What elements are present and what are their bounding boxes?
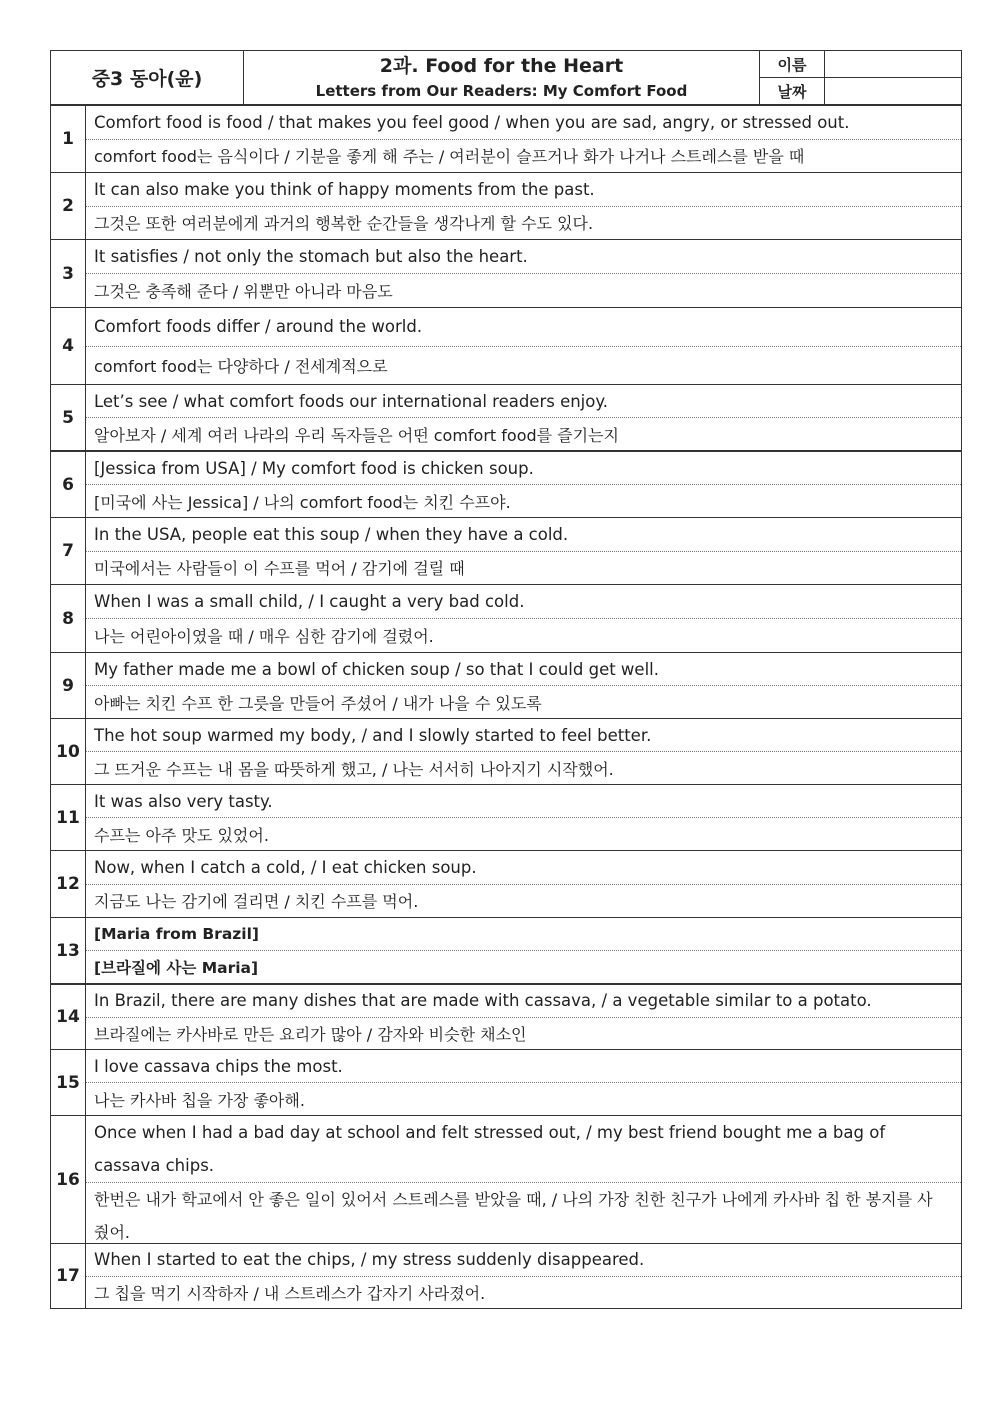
name-field[interactable] bbox=[825, 51, 961, 77]
row-number: 12 bbox=[51, 851, 86, 917]
row-number: 14 bbox=[51, 985, 86, 1049]
sentence-row bbox=[50, 785, 962, 851]
row-number: 10 bbox=[51, 719, 86, 784]
english-sentence: When I started to eat the chips, / my stress suddenly disappeared. bbox=[86, 1244, 961, 1277]
row-number: 16 bbox=[51, 1116, 86, 1243]
korean-translation: 한번은 내가 학교에서 안 좋은 일이 있어서 스트레스를 받았을 때, / 나의 가장 친한 친구가 나에게 카사바 칩 한 봉지를 사 줬어. bbox=[94, 1190, 933, 1242]
korean-translation: comfort food는 음식이다 / 기분을 좋게 해 주는 / 여러분이 슬프거나 화가 나거나 스트레스를 받을 때 bbox=[94, 147, 805, 167]
name-label: 이름 bbox=[760, 51, 825, 77]
korean-translation: 아빠는 치킨 수프 한 그릇을 만들어 주셨어 / 내가 나을 수 있도록 bbox=[94, 693, 542, 713]
korean-translation: 그 칩을 먹기 시작하자 / 내 스트레스가 갑자기 사라졌어. bbox=[94, 1283, 486, 1303]
english-sentence: The hot soup warmed my body, / and I slowly started to feel better. bbox=[86, 719, 961, 752]
korean-translation: 그것은 또한 여러분에게 과거의 행복한 순간들을 생각나게 할 수도 있다. bbox=[94, 214, 594, 234]
class-label: 중3 동아(윤) bbox=[51, 51, 244, 104]
english-sentence: It can also make you think of happy moments from the past. bbox=[86, 173, 961, 207]
row-number: 7 bbox=[51, 518, 86, 584]
row-number: 9 bbox=[51, 653, 86, 718]
english-sentence: It satisfies / not only the stomach but also the heart. bbox=[86, 240, 961, 274]
row-number: 8 bbox=[51, 585, 86, 652]
name-date-block bbox=[760, 51, 961, 104]
row-number: 11 bbox=[51, 785, 86, 850]
lesson-title: 2과. Food for the Heart bbox=[379, 55, 624, 77]
english-sentence: It was also very tasty. bbox=[86, 785, 961, 818]
sentence-row bbox=[50, 585, 962, 653]
sentence-row bbox=[50, 851, 962, 918]
english-sentence: I love cassava chips the most. bbox=[86, 1050, 961, 1083]
row-number: 3 bbox=[51, 240, 86, 307]
sentence-row bbox=[50, 240, 962, 308]
english-sentence: [Maria from Brazil] bbox=[86, 918, 961, 951]
worksheet bbox=[50, 50, 962, 1309]
sentence-row bbox=[50, 518, 962, 585]
sentence-row bbox=[50, 1050, 962, 1116]
english-sentence: [Jessica from USA] / My comfort food is chicken soup. bbox=[86, 452, 961, 485]
korean-translation: [미국에 사는 Jessica] / 나의 comfort food는 치킨 수프야. bbox=[94, 492, 511, 512]
row-number: 5 bbox=[51, 385, 86, 450]
sentence-row bbox=[50, 985, 962, 1050]
sentence-row bbox=[50, 918, 962, 985]
english-sentence: My father made me a bowl of chicken soup / so that I could get well. bbox=[86, 653, 961, 686]
worksheet-header bbox=[50, 50, 962, 106]
row-number: 1 bbox=[51, 106, 86, 172]
sentence-row bbox=[50, 653, 962, 719]
sentence-row bbox=[50, 385, 962, 452]
date-field[interactable] bbox=[825, 78, 961, 104]
english-sentence: In the USA, people eat this soup / when they have a cold. bbox=[86, 518, 961, 552]
korean-translation: 나는 카사바 칩을 가장 좋아해. bbox=[94, 1090, 305, 1110]
korean-translation: 브라질에는 카사바로 만든 요리가 많아 / 감자와 비슷한 채소인 bbox=[94, 1024, 527, 1044]
sentence-row bbox=[50, 719, 962, 785]
korean-translation: 알아보자 / 세계 여러 나라의 우리 독자들은 어떤 comfort food를 즐기는지 bbox=[94, 425, 620, 445]
lesson-title-block bbox=[244, 51, 760, 104]
korean-translation: 미국에서는 사람들이 이 수프를 먹어 / 감기에 걸릴 때 bbox=[94, 559, 465, 579]
sentence-row bbox=[50, 173, 962, 240]
korean-translation: 나는 어린아이였을 때 / 매우 심한 감기에 걸렸어. bbox=[94, 627, 434, 646]
korean-translation: 그것은 충족해 준다 / 위뿐만 아니라 마음도 bbox=[94, 282, 393, 301]
korean-translation: 그 뜨거운 수프는 내 몸을 따뜻하게 했고, / 나는 서서히 나아지기 시작했어. bbox=[94, 759, 614, 779]
row-number: 13 bbox=[51, 918, 86, 983]
korean-translation: 지금도 나는 감기에 걸리면 / 치킨 수프를 먹어. bbox=[94, 892, 419, 912]
sentence-row bbox=[50, 1116, 962, 1244]
sentence-row bbox=[50, 1244, 962, 1309]
english-sentence: When I was a small child, / I caught a very bad cold. bbox=[86, 585, 961, 619]
lesson-subtitle: Letters from Our Readers: My Comfort Food bbox=[315, 82, 688, 100]
sentence-row bbox=[50, 452, 962, 518]
korean-translation: comfort food는 다양하다 / 전세계적으로 bbox=[94, 356, 388, 376]
row-number: 4 bbox=[51, 308, 86, 384]
date-label: 날짜 bbox=[760, 78, 825, 104]
row-number: 17 bbox=[51, 1244, 86, 1308]
english-sentence: Once when I had a bad day at school and felt stressed out, / my best friend bought me a bag of cassava chips. bbox=[86, 1116, 961, 1183]
english-sentence: Comfort foods differ / around the world. bbox=[86, 308, 961, 347]
korean-translation: [브라질에 사는 Maria] bbox=[94, 959, 259, 977]
korean-translation: 수프는 아주 맛도 있었어. bbox=[94, 825, 269, 845]
english-sentence: Comfort food is food / that makes you feel good / when you are sad, angry, or stressed out. bbox=[86, 106, 961, 140]
english-sentence: Let’s see / what comfort foods our international readers enjoy. bbox=[86, 385, 961, 418]
row-number: 6 bbox=[51, 452, 86, 517]
sentence-row bbox=[50, 106, 962, 173]
english-sentence: In Brazil, there are many dishes that are made with cassava, / a vegetable similar to a potato. bbox=[86, 985, 961, 1018]
sentence-row bbox=[50, 308, 962, 385]
english-sentence: Now, when I catch a cold, / I eat chicken soup. bbox=[86, 851, 961, 885]
row-number: 15 bbox=[51, 1050, 86, 1115]
row-number: 2 bbox=[51, 173, 86, 239]
